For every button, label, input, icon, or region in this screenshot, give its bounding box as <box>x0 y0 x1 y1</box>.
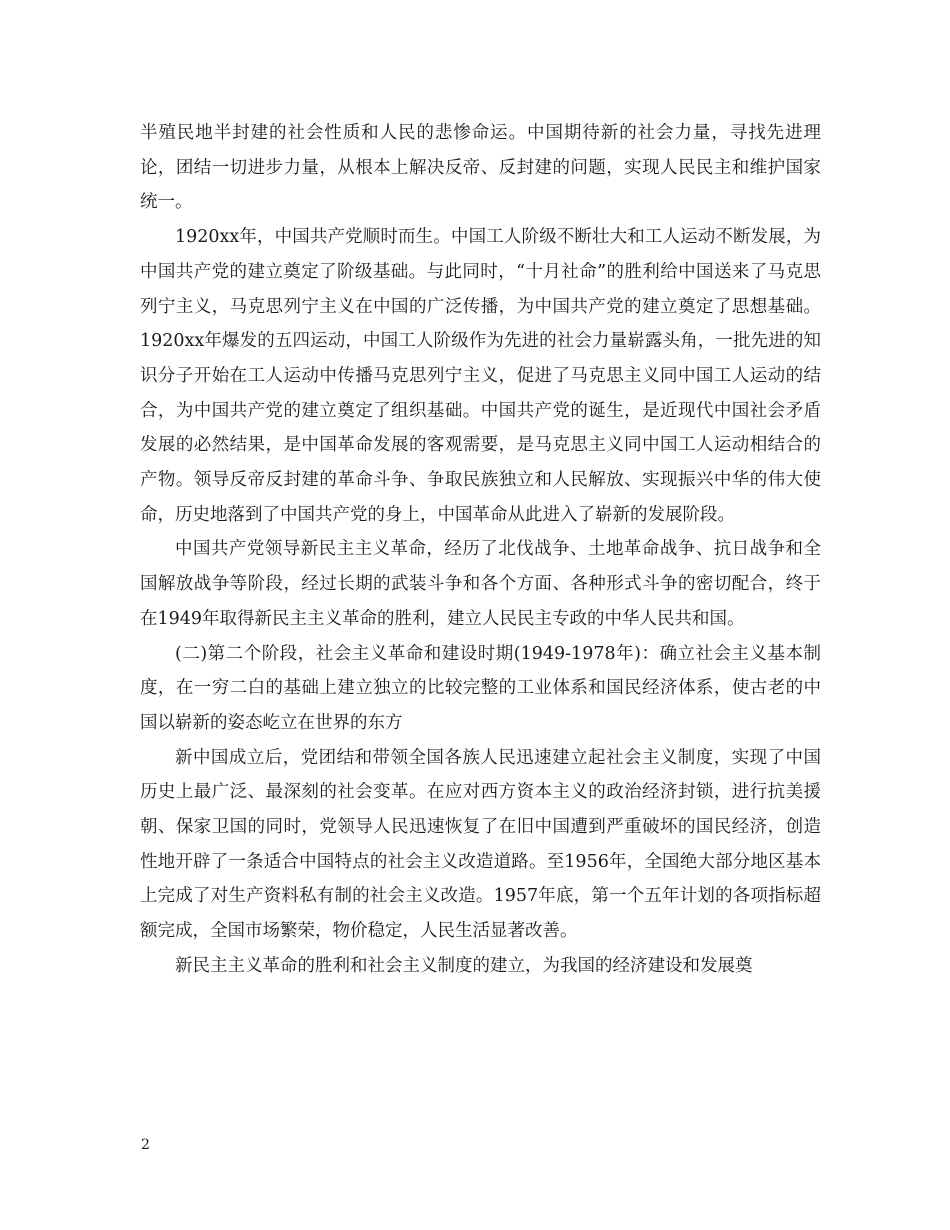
page-number: 2 <box>141 1137 150 1153</box>
paragraph-continuation: 半殖民地半封建的社会性质和人民的悲惨命运。中国期待新的社会力量，寻找先进理论，团结一切进步力量，从根本上解决反帝、反封建的问题，实现人民民主和维护国家统一。 <box>140 123 821 213</box>
section-heading-second-stage: (二)第二个阶段，社会主义革命和建设时期(1949-1978年)：确立社会主义基本制度，在一穷二白的基础上建立独立的比较完整的工业体系和国民经济体系，使古老的中国以崭新的姿态屹立在世界的东方 <box>140 643 821 733</box>
paragraph-socialist-system: 新民主主义革命的胜利和社会主义制度的建立，为我国的经济建设和发展奠 <box>175 955 753 976</box>
document-body <box>140 116 821 984</box>
paragraph-party-founding: 1920xx年，中国共产党顺时而生。中国工人阶级不断壮大和工人运动不断发展，为中国共产党的建立奠定了阶级基础。与此同时，“十月社命”的胜利给中国送来了马克思列宁主义，马克思列宁主义在中国的广泛传播，为中国共产党的建立奠定了思想基础。1920xx年爆发的五四运动，中国工人阶级作为先进的社会力量崭露头角，一批先进的知识分子开始在工人运动中传播马克思列宁主义，促进了马克思主义同中国工人运动的结合，为中国共产党的建立奠定了组织基础。中国共产党的诞生，是近现代中国社会矛盾发展的必然结果，是中国革命发展的客观需要，是马克思主义同中国工人运动相结合的产物。领导反帝反封建的革命斗争、争取民族独立和人民解放、实现振兴中华的伟大使命，历史地落到了中国共产党的身上，中国革命从此进入了崭新的发展阶段。 <box>140 227 821 525</box>
paragraph-new-china: 新中国成立后，党团结和带领全国各族人民迅速建立起社会主义制度，实现了中国历史上最广泛、最深刻的社会变革。在应对西方资本主义的政治经济封锁，进行抗美援朝、保家卫国的同时，党领导人民迅速恢复了在旧中国遭到严重破坏的国民经济，创造性地开辟了一条适合中国特点的社会主义改造道路。至1956年，全国绝大部分地区基本上完成了对生产资料私有制的社会主义改造。1957年底，第一个五年计划的各项指标超额完成，全国市场繁荣，物价稳定，人民生活显著改善。 <box>140 747 821 942</box>
paragraph-new-democratic-revolution: 中国共产党领导新民主主义革命，经历了北伐战争、土地革命战争、抗日战争和全国解放战争等阶段，经过长期的武装斗争和各个方面、各种形式斗争的密切配合，终于在1949年取得新民主主义革命的胜利，建立人民民主专政的中华人民共和国。 <box>140 539 821 629</box>
